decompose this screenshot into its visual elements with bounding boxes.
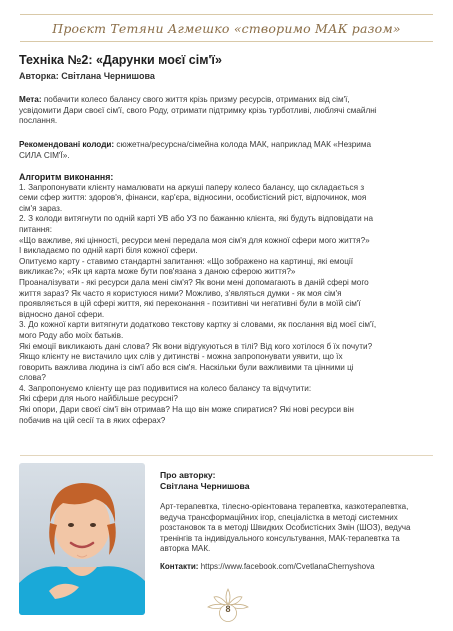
algorithm-line: питання: (19, 224, 52, 234)
about-author-label: Про авторку: (160, 470, 216, 480)
algorithm-line: 2. З колоди витягнути по одній карті УВ або УЗ по бажанню клієнта, які будуть відповідати на (19, 214, 373, 224)
contacts-link[interactable]: https://www.facebook.com/CvetlanaChernyshova (198, 562, 375, 571)
technique-title: Техніка №2: «Дарунки моєї сім'ї» (19, 53, 222, 67)
bio-description (160, 502, 438, 555)
contacts-line (160, 562, 375, 571)
author-portrait-illustration (19, 463, 145, 615)
page-number: 8 (225, 604, 231, 614)
algorithm-line: І викладаємо по одній карті біля кожної сфери. (19, 246, 198, 256)
algorithm-line: Які емоції викликають дані слова? Як вони відгукуються в тілі? Від кого хотілося б їх почути? (19, 341, 373, 351)
bio-line: Арт-терапевтка, тілесно-орієнтована терапевтка, казкотерапевтка, (160, 502, 409, 511)
decks-label: Рекомендовані колоди: (19, 140, 115, 149)
algorithm-line: відносно даної сфери. (19, 309, 105, 319)
algorithm-line: Проаналізувати - які ресурси дала мені сім'я? Як вони мені допомагають в даній сфері мого (19, 277, 369, 287)
algorithm-line: викликає?»; «Як ця карта може бути пов'язана з даною сферою життя?» (19, 267, 296, 277)
algorithm-line: 4. Запропонуємо клієнту ще раз подивитися на колесо балансу та відчутити: (19, 383, 312, 393)
page-header (20, 14, 433, 42)
contacts-label: Контакти: (160, 562, 199, 571)
algorithm-line: 3. До кожної карти витягнути додатково текстову картку зі словами, як послання від моєї сім'ї, (19, 320, 377, 330)
bio-line: розстановок та в методі Швидких Особистісних Змін (ШОЗ), ведуча (160, 523, 411, 532)
bio-line: тренінгів та індивідуального консультування, МАК-терапевтка та (160, 533, 400, 543)
algorithm-line: Які опори, Дари своєї сім'ї він отримав? На що він може спиратися? Які нові ресурси він (19, 405, 354, 415)
goal-label: Мета: (19, 95, 42, 104)
goal-line: усвідомити Дари своєї сім'ї, свого Роду, отримати підтримку крізь турботливі, люблячі смайлні (19, 105, 377, 115)
bio-author-name: Світлана Чернишова (160, 481, 250, 491)
decks-line: СИЛА СІМ'Ї». (19, 150, 70, 160)
bio-line: ведуча трансформаційних ігор, спеціалістка в методі системних (160, 512, 398, 522)
goal-line: побачити колесо балансу свого життя крізь призму ресурсів, отриманих від сім'ї, (41, 95, 350, 104)
header-title: Проєкт Тетяни Агмешко «створимо МАК разом» (52, 20, 401, 36)
section-divider (20, 455, 433, 456)
algorithm-line: семи сфер життя: здоров'я, фінанси, кар'єра, відносини, особистісний ріст, відпочинок, моя (19, 193, 367, 203)
algorithm-line: Опитуємо карту - ставимо стандартні запитання: «Що зображено на картинці, які емоції (19, 256, 353, 266)
algorithm-title: Алгоритм виконання: (19, 172, 114, 182)
algorithm-section (19, 172, 434, 426)
algorithm-line: 1. Запропонувати клієнту намалювати на аркуші паперу колесо балансу, що складається з (19, 182, 365, 192)
decks-line: сюжетна/ресурсна/сімейна колода МАК, наприклад МАК «Незрима (114, 140, 372, 149)
author-line: Авторка: Світлана Чернишова (19, 71, 155, 81)
algorithm-line: життя зараз? Як часто я користуюся ними? Можливо, з'являться думки - як моя сім'я (19, 288, 342, 298)
algorithm-line: сім'я зараз. (19, 203, 63, 213)
bio-header (160, 470, 249, 492)
algorithm-line: слова? (19, 373, 46, 383)
goal-paragraph (19, 95, 434, 127)
algorithm-line: проявляється в цій сфері життя, які переконання - позитивні чи негативні були в моїй сім'ї (19, 299, 361, 309)
goal-line: послання. (19, 116, 58, 126)
algorithm-line: мого Роду або моїх батьків. (19, 330, 124, 340)
algorithm-line: «Що важливе, які цінності, ресурси мені передала моя сім'я для кожної сфери мого життя?» (19, 235, 370, 245)
algorithm-line: побачив на цій сесії та в яких сферах? (19, 415, 166, 425)
bio-line: авторка МАК. (160, 544, 211, 553)
algorithm-line: Які сфери для нього найбільше ресурсні? (19, 394, 178, 404)
author-photo (19, 463, 145, 615)
algorithm-line: Якщо клієнту не вистачило цих слів у дитинстві - можна запропонувати уявити, що їх (19, 352, 343, 362)
algorithm-line: говорить важлива людина із сім'ї або вся сім'я. Наскільки були важливими та цінними ці (19, 362, 354, 372)
decks-paragraph (19, 140, 434, 161)
